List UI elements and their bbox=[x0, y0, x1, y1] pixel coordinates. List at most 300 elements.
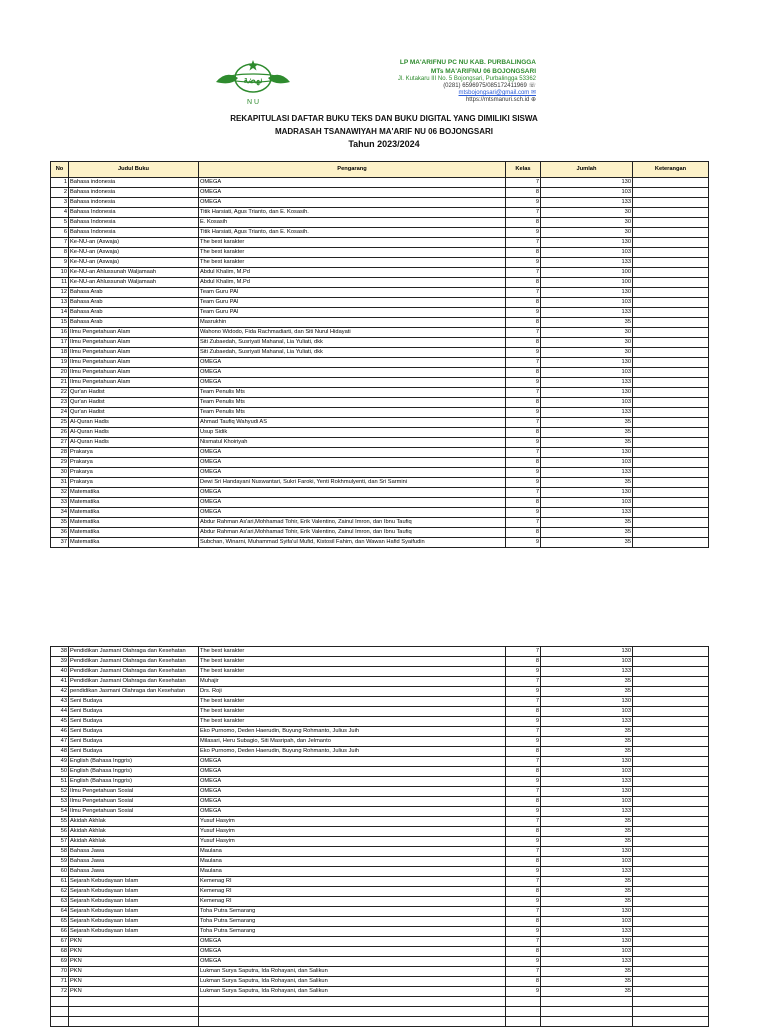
cell-no bbox=[51, 1007, 69, 1017]
table-row bbox=[51, 348, 709, 358]
cell-jumlah: 130 bbox=[541, 448, 633, 458]
table-row bbox=[51, 208, 709, 218]
cell-judul-buku: Bahasa indonesia bbox=[69, 188, 199, 198]
cell-pengarang: OMEGA bbox=[199, 957, 506, 967]
cell-no: 10 bbox=[51, 268, 69, 278]
cell-pengarang: E. Kosasih bbox=[199, 218, 506, 228]
cell-pengarang: OMEGA bbox=[199, 468, 506, 478]
cell-kelas: 9 bbox=[506, 378, 541, 388]
cell-judul-buku: Ilmu Pengetahuan Alam bbox=[69, 368, 199, 378]
cell-kelas: 9 bbox=[506, 348, 541, 358]
cell-kelas: 9 bbox=[506, 987, 541, 997]
cell-jumlah: 30 bbox=[541, 228, 633, 238]
cell-no: 41 bbox=[51, 677, 69, 687]
cell-kelas: 7 bbox=[506, 288, 541, 298]
cell-kelas: 7 bbox=[506, 937, 541, 947]
cell-keterangan bbox=[633, 488, 709, 498]
cell-judul-buku: Matematika bbox=[69, 528, 199, 538]
cell-keterangan bbox=[633, 647, 709, 657]
cell-keterangan bbox=[633, 677, 709, 687]
cell-keterangan bbox=[633, 917, 709, 927]
table-row bbox=[51, 368, 709, 378]
institution-website[interactable]: https://mtsmanuri.sch.id ⊕ bbox=[465, 97, 536, 103]
table-row bbox=[51, 258, 709, 268]
cell-judul-buku: Ilmu Pengetahuan Alam bbox=[69, 378, 199, 388]
cell-kelas: 9 bbox=[506, 777, 541, 787]
cell-kelas: 9 bbox=[506, 897, 541, 907]
table-row bbox=[51, 697, 709, 707]
cell-kelas: 8 bbox=[506, 338, 541, 348]
table-row bbox=[51, 717, 709, 727]
cell-no: 66 bbox=[51, 927, 69, 937]
cell-pengarang: OMEGA bbox=[199, 797, 506, 807]
cell-pengarang: Kemenag RI bbox=[199, 897, 506, 907]
cell-jumlah: 130 bbox=[541, 697, 633, 707]
cell-judul-buku: Bahasa Indonesia bbox=[69, 208, 199, 218]
cell-keterangan bbox=[633, 208, 709, 218]
cell-keterangan bbox=[633, 737, 709, 747]
cell-no: 69 bbox=[51, 957, 69, 967]
cell-keterangan bbox=[633, 338, 709, 348]
cell-jumlah: 35 bbox=[541, 987, 633, 997]
cell-no: 33 bbox=[51, 498, 69, 508]
cell-jumlah: 35 bbox=[541, 428, 633, 438]
cell-judul-buku: Sejarah Kebudayaan Islam bbox=[69, 887, 199, 897]
table-row bbox=[51, 737, 709, 747]
cell-judul-buku: Pendidikan Jasmani Olahraga dan Kesehatan bbox=[69, 657, 199, 667]
cell-pengarang: Maulana bbox=[199, 867, 506, 877]
table-row bbox=[51, 308, 709, 318]
cell-pengarang: Abdul Khalim, M.Pd bbox=[199, 278, 506, 288]
cell-jumlah: 103 bbox=[541, 657, 633, 667]
cell-pengarang: Toha Putra Semarang bbox=[199, 907, 506, 917]
table-row bbox=[51, 857, 709, 867]
table-row bbox=[51, 328, 709, 338]
cell-keterangan bbox=[633, 907, 709, 917]
cell-kelas: 9 bbox=[506, 957, 541, 967]
cell-jumlah: 35 bbox=[541, 837, 633, 847]
cell-pengarang: OMEGA bbox=[199, 448, 506, 458]
cell-judul-buku: Ilmu Pengetahuan Alam bbox=[69, 328, 199, 338]
institution-email[interactable]: mtsbojongsari@gmail.com ✉ bbox=[458, 90, 536, 96]
cell-kelas: 8 bbox=[506, 298, 541, 308]
cell-judul-buku: Sejarah Kebudayaan Islam bbox=[69, 897, 199, 907]
cell-no: 25 bbox=[51, 418, 69, 428]
table-row bbox=[51, 947, 709, 957]
cell-pengarang: Team Guru PAI bbox=[199, 308, 506, 318]
cell-kelas: 8 bbox=[506, 218, 541, 228]
cell-jumlah: 35 bbox=[541, 418, 633, 428]
cell-no: 20 bbox=[51, 368, 69, 378]
cell-pengarang: OMEGA bbox=[199, 178, 506, 188]
cell-pengarang: Kemenag RI bbox=[199, 877, 506, 887]
cell-jumlah: 130 bbox=[541, 937, 633, 947]
institution-line-2: MTs MA'ARIFNU 06 BOJONGSARI bbox=[430, 68, 536, 75]
cell-jumlah: 35 bbox=[541, 887, 633, 897]
cell-judul-buku: Bahasa Arab bbox=[69, 298, 199, 308]
cell-keterangan bbox=[633, 478, 709, 488]
table-row bbox=[51, 1017, 709, 1027]
cell-judul-buku: Ke-NU-an (Aswaja) bbox=[69, 258, 199, 268]
cell-no: 59 bbox=[51, 857, 69, 867]
table-row bbox=[51, 797, 709, 807]
cell-judul-buku: Prakarya bbox=[69, 478, 199, 488]
cell-kelas: 7 bbox=[506, 328, 541, 338]
cell-no: 39 bbox=[51, 657, 69, 667]
cell-judul-buku: Bahasa Indonesia bbox=[69, 228, 199, 238]
cell-keterangan bbox=[633, 697, 709, 707]
cell-no: 26 bbox=[51, 428, 69, 438]
cell-pengarang: Team Penulis Mts bbox=[199, 398, 506, 408]
cell-jumlah: 30 bbox=[541, 348, 633, 358]
cell-judul-buku bbox=[69, 1017, 199, 1027]
table-row bbox=[51, 647, 709, 657]
cell-keterangan bbox=[633, 777, 709, 787]
cell-judul-buku: Matematika bbox=[69, 488, 199, 498]
cell-jumlah: 133 bbox=[541, 927, 633, 937]
cell-no: 36 bbox=[51, 528, 69, 538]
cell-pengarang: OMEGA bbox=[199, 757, 506, 767]
cell-jumlah: 130 bbox=[541, 647, 633, 657]
cell-keterangan bbox=[633, 867, 709, 877]
table-row bbox=[51, 687, 709, 697]
cell-judul-buku: Ke-NU-an Ahlussunah Waljamaah bbox=[69, 268, 199, 278]
cell-judul-buku: Ilmu Pengetahuan Alam bbox=[69, 348, 199, 358]
cell-no: 37 bbox=[51, 538, 69, 548]
cell-no: 54 bbox=[51, 807, 69, 817]
cell-kelas: 9 bbox=[506, 198, 541, 208]
cell-kelas: 7 bbox=[506, 787, 541, 797]
cell-judul-buku: Pendidikan Jasmani Olahraga dan Kesehatan bbox=[69, 677, 199, 687]
cell-kelas: 8 bbox=[506, 188, 541, 198]
cell-kelas: 9 bbox=[506, 667, 541, 677]
cell-jumlah: 103 bbox=[541, 917, 633, 927]
table-row bbox=[51, 428, 709, 438]
cell-no: 28 bbox=[51, 448, 69, 458]
table-row bbox=[51, 248, 709, 258]
cell-jumlah: 133 bbox=[541, 667, 633, 677]
cell-kelas: 7 bbox=[506, 358, 541, 368]
cell-keterangan bbox=[633, 288, 709, 298]
cell-no: 71 bbox=[51, 977, 69, 987]
cell-no: 60 bbox=[51, 867, 69, 877]
cell-pengarang: Lukman Surya Saputra, Ida Rohayani, dan Salikun bbox=[199, 987, 506, 997]
cell-jumlah: 35 bbox=[541, 318, 633, 328]
cell-jumlah: 103 bbox=[541, 947, 633, 957]
cell-judul-buku bbox=[69, 1007, 199, 1017]
table-row bbox=[51, 827, 709, 837]
cell-jumlah: 35 bbox=[541, 737, 633, 747]
cell-keterangan bbox=[633, 418, 709, 428]
cell-no: 13 bbox=[51, 298, 69, 308]
cell-pengarang: Team Penulis Mts bbox=[199, 388, 506, 398]
cell-pengarang: Abdur Rahman As'ari,Mohhamad Tohir, Erik Valentino, Zainul Imron, dan Ibnu Taufiq bbox=[199, 528, 506, 538]
cell-judul-buku: Prakarya bbox=[69, 458, 199, 468]
cell-pengarang: OMEGA bbox=[199, 498, 506, 508]
cell-jumlah: 103 bbox=[541, 398, 633, 408]
cell-jumlah: 30 bbox=[541, 328, 633, 338]
cell-jumlah: 103 bbox=[541, 368, 633, 378]
cell-jumlah: 133 bbox=[541, 258, 633, 268]
cell-kelas: 9 bbox=[506, 837, 541, 847]
cell-pengarang: Subchan, Winarni, Muhammad Syifa'ul Mufid, Kistosil Fahim, dan Wawan Hafid Syaifudin bbox=[199, 538, 506, 548]
col-header-no: No bbox=[51, 162, 69, 178]
table-row bbox=[51, 657, 709, 667]
cell-jumlah: 133 bbox=[541, 777, 633, 787]
cell-pengarang: OMEGA bbox=[199, 188, 506, 198]
cell-keterangan bbox=[633, 787, 709, 797]
cell-jumlah: 35 bbox=[541, 687, 633, 697]
cell-no: 53 bbox=[51, 797, 69, 807]
cell-pengarang: Yusuf Hasyim bbox=[199, 817, 506, 827]
cell-pengarang: OMEGA bbox=[199, 458, 506, 468]
cell-jumlah: 35 bbox=[541, 538, 633, 548]
cell-no: 8 bbox=[51, 248, 69, 258]
table-row bbox=[51, 707, 709, 717]
cell-judul-buku: Ilmu Pengetahuan Alam bbox=[69, 338, 199, 348]
document-title-line-2: MADRASAH TSANAWIYAH MA'ARIF NU 06 BOJONGSARI bbox=[274, 127, 494, 136]
cell-jumlah: 35 bbox=[541, 747, 633, 757]
cell-kelas: 9 bbox=[506, 807, 541, 817]
cell-keterangan bbox=[633, 308, 709, 318]
table-row bbox=[51, 987, 709, 997]
cell-pengarang: Wahono Widodo, Fida Rachmadiarti, dan Siti Nurul Hidayati bbox=[199, 328, 506, 338]
cell-jumlah: 100 bbox=[541, 278, 633, 288]
cell-jumlah: 35 bbox=[541, 977, 633, 987]
cell-kelas: 8 bbox=[506, 458, 541, 468]
cell-kelas: 9 bbox=[506, 687, 541, 697]
cell-kelas: 8 bbox=[506, 797, 541, 807]
cell-judul-buku: Matematika bbox=[69, 498, 199, 508]
cell-pengarang: OMEGA bbox=[199, 787, 506, 797]
cell-no: 38 bbox=[51, 647, 69, 657]
cell-pengarang: Eko Purnomo, Deden Haerudin, Buyung Rohmanto, Julius Juih bbox=[199, 747, 506, 757]
table-row bbox=[51, 478, 709, 488]
cell-judul-buku: Qur'an Hadist bbox=[69, 408, 199, 418]
cell-jumlah: 35 bbox=[541, 438, 633, 448]
table-body-2 bbox=[51, 647, 709, 1027]
table-row bbox=[51, 867, 709, 877]
cell-jumlah: 35 bbox=[541, 518, 633, 528]
table-row bbox=[51, 238, 709, 248]
cell-no: 29 bbox=[51, 458, 69, 468]
cell-kelas: 9 bbox=[506, 408, 541, 418]
cell-pengarang: Muhajir bbox=[199, 677, 506, 687]
cell-no: 18 bbox=[51, 348, 69, 358]
cell-jumlah: 103 bbox=[541, 707, 633, 717]
cell-judul-buku: Seni Budaya bbox=[69, 747, 199, 757]
cell-keterangan bbox=[633, 707, 709, 717]
cell-keterangan bbox=[633, 1017, 709, 1027]
cell-keterangan bbox=[633, 1007, 709, 1017]
cell-keterangan bbox=[633, 897, 709, 907]
table-row bbox=[51, 967, 709, 977]
cell-kelas: 9 bbox=[506, 478, 541, 488]
table-row bbox=[51, 298, 709, 308]
cell-keterangan bbox=[633, 827, 709, 837]
table-row bbox=[51, 458, 709, 468]
table-row bbox=[51, 847, 709, 857]
cell-kelas: 8 bbox=[506, 857, 541, 867]
cell-jumlah: 103 bbox=[541, 857, 633, 867]
cell-judul-buku: Ilmu Pengetahuan Sosial bbox=[69, 787, 199, 797]
cell-no bbox=[51, 1017, 69, 1027]
cell-pengarang: OMEGA bbox=[199, 378, 506, 388]
cell-no: 67 bbox=[51, 937, 69, 947]
cell-jumlah: 30 bbox=[541, 218, 633, 228]
cell-judul-buku: Akidah Akhlak bbox=[69, 827, 199, 837]
table-row bbox=[51, 528, 709, 538]
table-row bbox=[51, 448, 709, 458]
logo-text: N U bbox=[246, 99, 260, 106]
table-row bbox=[51, 777, 709, 787]
cell-keterangan bbox=[633, 538, 709, 548]
cell-jumlah: 130 bbox=[541, 288, 633, 298]
table-row bbox=[51, 378, 709, 388]
cell-keterangan bbox=[633, 458, 709, 468]
cell-jumlah: 35 bbox=[541, 967, 633, 977]
table-row bbox=[51, 398, 709, 408]
cell-no: 34 bbox=[51, 508, 69, 518]
cell-jumlah: 35 bbox=[541, 877, 633, 887]
cell-kelas: 8 bbox=[506, 707, 541, 717]
cell-pengarang: Maulana bbox=[199, 857, 506, 867]
cell-judul-buku: Ke-NU-an Ahlussunah Waljamaah bbox=[69, 278, 199, 288]
table-row bbox=[51, 358, 709, 368]
cell-judul-buku: Al-Quran Hadis bbox=[69, 428, 199, 438]
cell-keterangan bbox=[633, 877, 709, 887]
cell-jumlah: 130 bbox=[541, 238, 633, 248]
cell-judul-buku: Sejarah Kebudayaan Islam bbox=[69, 917, 199, 927]
cell-jumlah: 133 bbox=[541, 468, 633, 478]
table-row bbox=[51, 1007, 709, 1017]
cell-kelas: 7 bbox=[506, 208, 541, 218]
institution-line-1: LP MA'ARIFNU PC NU KAB. PURBALINGGA bbox=[399, 59, 536, 66]
cell-jumlah: 35 bbox=[541, 817, 633, 827]
cell-keterangan bbox=[633, 797, 709, 807]
cell-keterangan bbox=[633, 178, 709, 188]
table-row bbox=[51, 518, 709, 528]
cell-pengarang: Ahmad Taufiq Wahyudi AS bbox=[199, 418, 506, 428]
svg-text:نهضة: نهضة bbox=[243, 75, 263, 85]
cell-keterangan bbox=[633, 278, 709, 288]
cell-keterangan bbox=[633, 667, 709, 677]
cell-kelas: 9 bbox=[506, 228, 541, 238]
cell-kelas: 7 bbox=[506, 488, 541, 498]
cell-judul-buku: Bahasa Arab bbox=[69, 318, 199, 328]
cell-keterangan bbox=[633, 248, 709, 258]
cell-kelas: 8 bbox=[506, 318, 541, 328]
cell-kelas: 9 bbox=[506, 468, 541, 478]
cell-pengarang: The best karakter bbox=[199, 717, 506, 727]
cell-pengarang: OMEGA bbox=[199, 198, 506, 208]
cell-no: 9 bbox=[51, 258, 69, 268]
cell-judul-buku: Bahasa Arab bbox=[69, 308, 199, 318]
cell-pengarang: Abdul Khalim, M.Pd bbox=[199, 268, 506, 278]
cell-keterangan bbox=[633, 298, 709, 308]
cell-pengarang: The best karakter bbox=[199, 258, 506, 268]
cell-pengarang: Toha Putra Semarang bbox=[199, 917, 506, 927]
cell-jumlah: 30 bbox=[541, 208, 633, 218]
cell-judul-buku: Seni Budaya bbox=[69, 727, 199, 737]
cell-no: 27 bbox=[51, 438, 69, 448]
cell-keterangan bbox=[633, 817, 709, 827]
table-row bbox=[51, 887, 709, 897]
cell-no: 62 bbox=[51, 887, 69, 897]
cell-jumlah: 103 bbox=[541, 498, 633, 508]
cell-judul-buku: Ilmu Pengetahuan Alam bbox=[69, 358, 199, 368]
cell-jumlah: 130 bbox=[541, 178, 633, 188]
cell-no: 2 bbox=[51, 188, 69, 198]
cell-no: 64 bbox=[51, 907, 69, 917]
col-header-kelas: Kelas bbox=[506, 162, 541, 178]
cell-jumlah: 130 bbox=[541, 757, 633, 767]
table-row bbox=[51, 767, 709, 777]
cell-pengarang: Siti Zubaedah, Susriyati Mahanal, Lia Yuliati, dkk bbox=[199, 348, 506, 358]
document-title-block bbox=[0, 112, 768, 151]
cell-no: 23 bbox=[51, 398, 69, 408]
cell-pengarang: OMEGA bbox=[199, 807, 506, 817]
cell-pengarang: Team Guru PAI bbox=[199, 298, 506, 308]
cell-kelas: 9 bbox=[506, 737, 541, 747]
table-row bbox=[51, 488, 709, 498]
cell-pengarang: Team Penulis Mts bbox=[199, 408, 506, 418]
cell-no: 21 bbox=[51, 378, 69, 388]
cell-pengarang: Milasari, Heru Subagio, Siti Masripah, dan Jelmanto bbox=[199, 737, 506, 747]
cell-keterangan bbox=[633, 438, 709, 448]
cell-pengarang: OMEGA bbox=[199, 368, 506, 378]
cell-keterangan bbox=[633, 757, 709, 767]
table-row bbox=[51, 498, 709, 508]
cell-no: 61 bbox=[51, 877, 69, 887]
cell-pengarang: OMEGA bbox=[199, 488, 506, 498]
cell-no: 72 bbox=[51, 987, 69, 997]
cell-judul-buku: Pendidikan Jasmani Olahraga dan Kesehatan bbox=[69, 647, 199, 657]
cell-kelas: 7 bbox=[506, 647, 541, 657]
cell-keterangan bbox=[633, 228, 709, 238]
cell-pengarang: OMEGA bbox=[199, 508, 506, 518]
cell-keterangan bbox=[633, 428, 709, 438]
cell-kelas: 8 bbox=[506, 827, 541, 837]
cell-no: 3 bbox=[51, 198, 69, 208]
cell-pengarang: Kemenag RI bbox=[199, 887, 506, 897]
cell-kelas: 8 bbox=[506, 977, 541, 987]
table-row bbox=[51, 338, 709, 348]
cell-jumlah: 133 bbox=[541, 408, 633, 418]
cell-keterangan bbox=[633, 977, 709, 987]
cell-kelas: 8 bbox=[506, 528, 541, 538]
table-row bbox=[51, 418, 709, 428]
table-row bbox=[51, 388, 709, 398]
cell-pengarang: Masrukhin bbox=[199, 318, 506, 328]
cell-no: 55 bbox=[51, 817, 69, 827]
cell-keterangan bbox=[633, 318, 709, 328]
cell-judul-buku: Ilmu Pengetahuan Sosial bbox=[69, 797, 199, 807]
cell-jumlah: 35 bbox=[541, 478, 633, 488]
table-row bbox=[51, 178, 709, 188]
cell-kelas: 7 bbox=[506, 967, 541, 977]
cell-kelas: 8 bbox=[506, 917, 541, 927]
cell-no: 17 bbox=[51, 338, 69, 348]
cell-kelas: 7 bbox=[506, 178, 541, 188]
cell-keterangan bbox=[633, 657, 709, 667]
table-row bbox=[51, 927, 709, 937]
cell-kelas: 9 bbox=[506, 258, 541, 268]
cell-kelas: 8 bbox=[506, 248, 541, 258]
book-table-part-1 bbox=[50, 161, 709, 548]
cell-keterangan bbox=[633, 468, 709, 478]
cell-jumlah: 133 bbox=[541, 198, 633, 208]
